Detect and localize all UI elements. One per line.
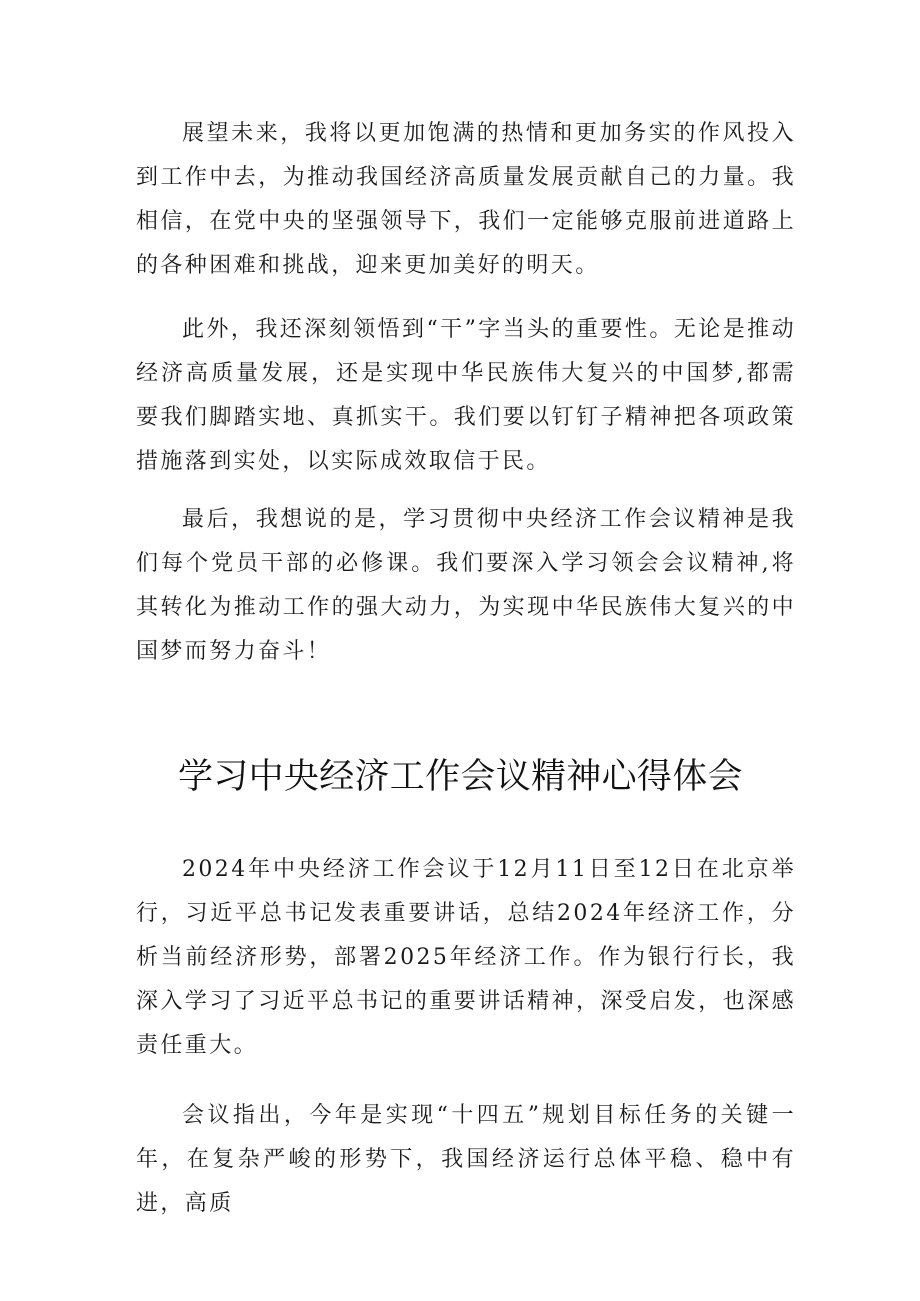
body-paragraph: 2024年中央经济工作会议于12月11日至12日在北京举行，习近平总书记发表重要讲话，总结2024年经济工作，分析当前经济形势，部署2025年经济工作。作为银行行长，我深入学习了习近平总书记的重要讲话精神，深受启发，也深感责任重大。 — [136, 857, 796, 1058]
body-paragraph: 会议指出，今年是实现“十四五”规划目标任务的关键一年，在复杂严峻的形势下，我国经济运行总体平稳、稳中有进，高质 — [136, 1103, 796, 1216]
body-paragraph: 最后，我想说的是，学习贯彻中央经济工作会议精神是我们每个党员干部的必修课。我们要深入学习领会会议精神,将其转化为推动工作的强大动力，为实现中华民族伟大复兴的中国梦而努力奋斗！ — [136, 507, 796, 664]
body-paragraph: 展望未来，我将以更加饱满的热情和更加务实的作风投入到工作中去，为推动我国经济高质量发展贡献自己的力量。我相信，在党中央的坚强领导下，我们一定能够克服前进道路上的各种困难和挑战，迎来更加美好的明天。 — [136, 121, 796, 278]
section-title: 学习中央经济工作会议精神心得体会 — [178, 757, 743, 797]
body-paragraph: 此外，我还深刻领悟到“干”字当头的重要性。无论是推动经济高质量发展，还是实现中华民族伟大复兴的中国梦,都需要我们脚踏实地、真抓实干。我们要以钉钉子精神把各项政策措施落到实处，以实际成效取信于民。 — [136, 317, 796, 474]
